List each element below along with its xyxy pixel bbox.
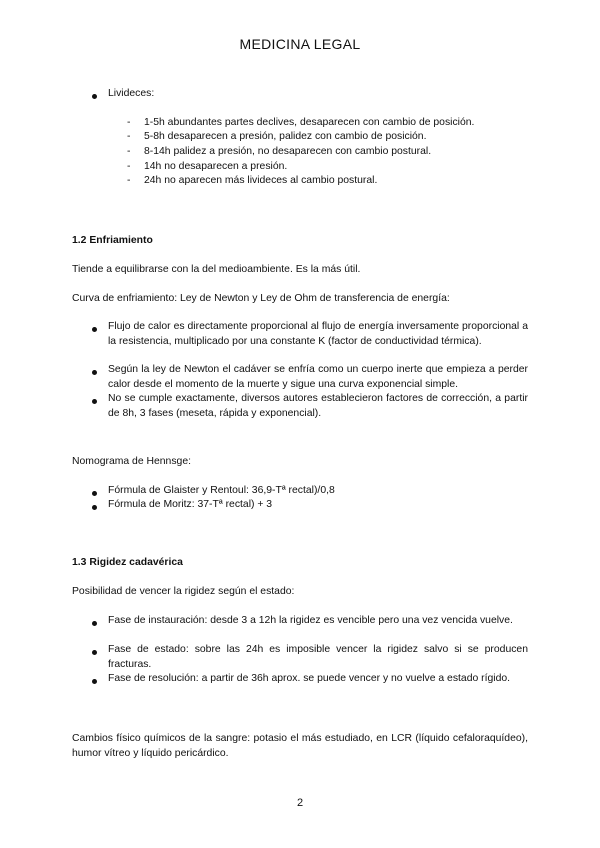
bullet-dot xyxy=(92,679,97,684)
section-heading-enfriamiento: 1.2 Enfriamiento xyxy=(72,235,153,246)
paragraph: Cambios físico químicos de la sangre: potasio el más estudiado, en LCR (líquido cefaloraquídeo), humor vítreo y líquido pericárdico. xyxy=(72,733,528,759)
bullet-dot xyxy=(92,621,97,626)
livideces-item: 1-5h abundantes partes declives, desaparecen con cambio de posición. xyxy=(144,117,475,128)
bullet-text: No se cumple exactamente, diversos autores establecieron factores de corrección, a partir de 8h, 3 fases (meseta, rápida y exponencial). xyxy=(108,393,528,419)
dash-marker: - xyxy=(127,175,131,186)
paragraph: Curva de enfriamiento: Ley de Newton y Ley de Ohm de transferencia de energía: xyxy=(72,293,450,304)
livideces-item: 14h no desaparecen a presión. xyxy=(144,161,288,172)
page-header-title: MEDICINA LEGAL xyxy=(239,36,361,52)
livideces-label: Livideces: xyxy=(108,88,155,99)
bullet-dot xyxy=(92,491,97,496)
bullet-dot xyxy=(92,650,97,655)
dash-marker: - xyxy=(127,161,131,172)
dash-marker: - xyxy=(127,146,131,157)
bullet-dot xyxy=(92,370,97,375)
formula-item: Fórmula de Moritz: 37-Tª rectal) + 3 xyxy=(108,499,273,510)
bullet-text: Fase de resolución: a partir de 36h aprox. se puede vencer y no vuelve a estado rígido. xyxy=(108,673,511,684)
bullet-text: Flujo de calor es directamente proporcional al flujo de energía inversamente proporcional a la resistencia, multiplicado por una constante K (factor de conductividad térmica). xyxy=(108,321,528,347)
bullet-text: Fase de instauración: desde 3 a 12h la rigidez es vencible pero una vez vencida vuelve. xyxy=(108,615,513,626)
livideces-item: 8-14h palidez a presión, no desaparecen con cambio postural. xyxy=(144,146,432,157)
dash-marker: - xyxy=(127,117,131,128)
bullet-dot xyxy=(92,327,97,332)
page-number: 2 xyxy=(296,797,304,809)
livideces-item: 5-8h desaparecen a presión, palidez con cambio de posición. xyxy=(144,131,427,142)
livideces-item: 24h no aparecen más livideces al cambio postural. xyxy=(144,175,378,186)
bullet-dot xyxy=(92,505,97,510)
paragraph: Nomograma de Hennsge: xyxy=(72,456,191,467)
paragraph: Tiende a equilibrarse con la del medioambiente. Es la más útil. xyxy=(72,264,361,275)
bullet-text: Fase de estado: sobre las 24h es imposible vencer la rigidez salvo si se producen fracturas. xyxy=(108,644,528,670)
bullet-text: Según la ley de Newton el cadáver se enfría como un cuerpo inerte que empieza a perder calor desde el momento de la muerte y sigue una curva exponencial simple. xyxy=(108,364,528,390)
section-heading-rigidez: 1.3 Rigidez cadavérica xyxy=(72,557,183,568)
paragraph: Posibilidad de vencer la rigidez según el estado: xyxy=(72,586,295,597)
dash-marker: - xyxy=(127,131,131,142)
bullet-dot xyxy=(92,94,97,99)
formula-item: Fórmula de Glaister y Rentoul: 36,9-Tª rectal)/0,8 xyxy=(108,485,335,496)
bullet-dot xyxy=(92,399,97,404)
